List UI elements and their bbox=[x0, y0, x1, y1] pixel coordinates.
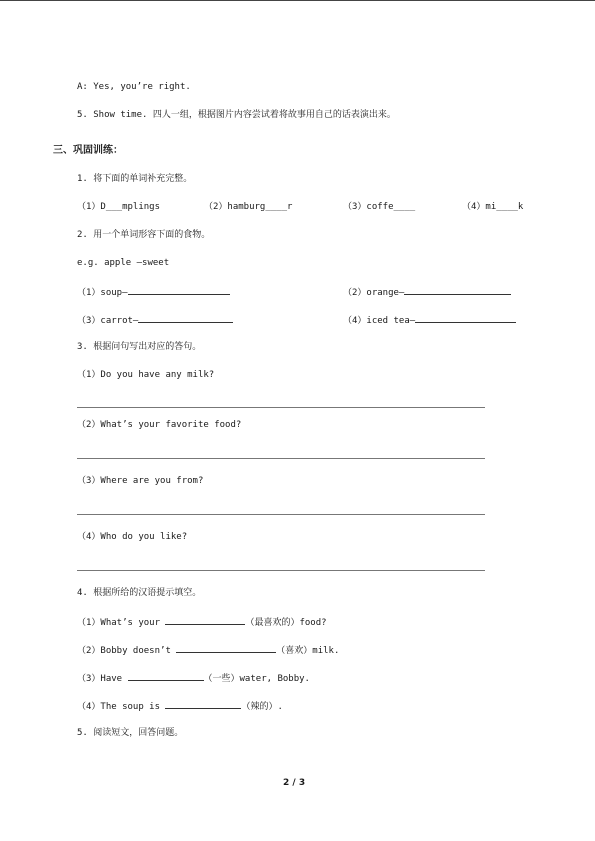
section-title: 三、巩固训练： bbox=[53, 145, 123, 156]
q1-item-3: （3）coffe____ bbox=[343, 202, 416, 212]
q1-item-2: （2）hamburg____r bbox=[204, 202, 293, 212]
q2-item-4: （4）iced tea— bbox=[343, 313, 516, 327]
page-top-border bbox=[0, 0, 595, 1]
q1-item-4: （4）mi____k bbox=[462, 202, 524, 212]
q4-item-4: （4）The soup is （辣的）. bbox=[77, 699, 283, 713]
page-number: 2 / 3 bbox=[283, 778, 306, 788]
q4-item-1: （1）What’s your （最喜欢的）food? bbox=[77, 615, 327, 629]
answer-line-1[interactable] bbox=[77, 407, 485, 408]
q4-item-3: （3）Have （一些）water, Bobby. bbox=[77, 671, 310, 685]
q1-item-1: （1）D___mplings bbox=[77, 202, 161, 212]
q4-item-2: （2）Bobby doesn’t （喜欢）milk. bbox=[77, 643, 339, 657]
answer-blank[interactable] bbox=[128, 671, 204, 681]
q2-item-1: （1）soup— bbox=[77, 285, 230, 299]
show-time-instruction: 5. Show time. 四人一组，根据图片内容尝试着将故事用自己的话表演出来。 bbox=[77, 110, 396, 120]
answer-line-3[interactable] bbox=[77, 514, 485, 515]
dialogue-line: A: Yes, you’re right. bbox=[77, 82, 191, 92]
q2-title: 2. 用一个单词形容下面的食物。 bbox=[77, 230, 211, 240]
answer-line-4[interactable] bbox=[77, 570, 485, 571]
q1-title: 1. 将下面的单词补充完整。 bbox=[77, 174, 193, 184]
answer-blank[interactable] bbox=[415, 313, 516, 323]
answer-blank[interactable] bbox=[404, 285, 511, 295]
answer-blank[interactable] bbox=[176, 643, 276, 653]
answer-blank[interactable] bbox=[128, 285, 230, 295]
q3-title: 3. 根据问句写出对应的答句。 bbox=[77, 342, 202, 352]
q3-question-1: （1）Do you have any milk? bbox=[77, 370, 215, 380]
q2-example: e.g. apple —sweet bbox=[77, 258, 170, 268]
answer-blank[interactable] bbox=[165, 699, 241, 709]
q2-item-3: （3）carrot— bbox=[77, 313, 233, 327]
q5-title: 5. 阅读短文，回答问题。 bbox=[77, 728, 184, 738]
answer-blank[interactable] bbox=[138, 313, 233, 323]
answer-line-2[interactable] bbox=[77, 458, 485, 459]
q2-item-2: （2）orange— bbox=[343, 285, 511, 299]
q4-title: 4. 根据所给的汉语提示填空。 bbox=[77, 588, 202, 598]
q3-question-2: （2）What’s your favorite food? bbox=[77, 420, 242, 430]
q3-question-4: （4）Who do you like? bbox=[77, 532, 188, 542]
answer-blank[interactable] bbox=[165, 615, 245, 625]
q3-question-3: （3）Where are you from? bbox=[77, 476, 204, 486]
